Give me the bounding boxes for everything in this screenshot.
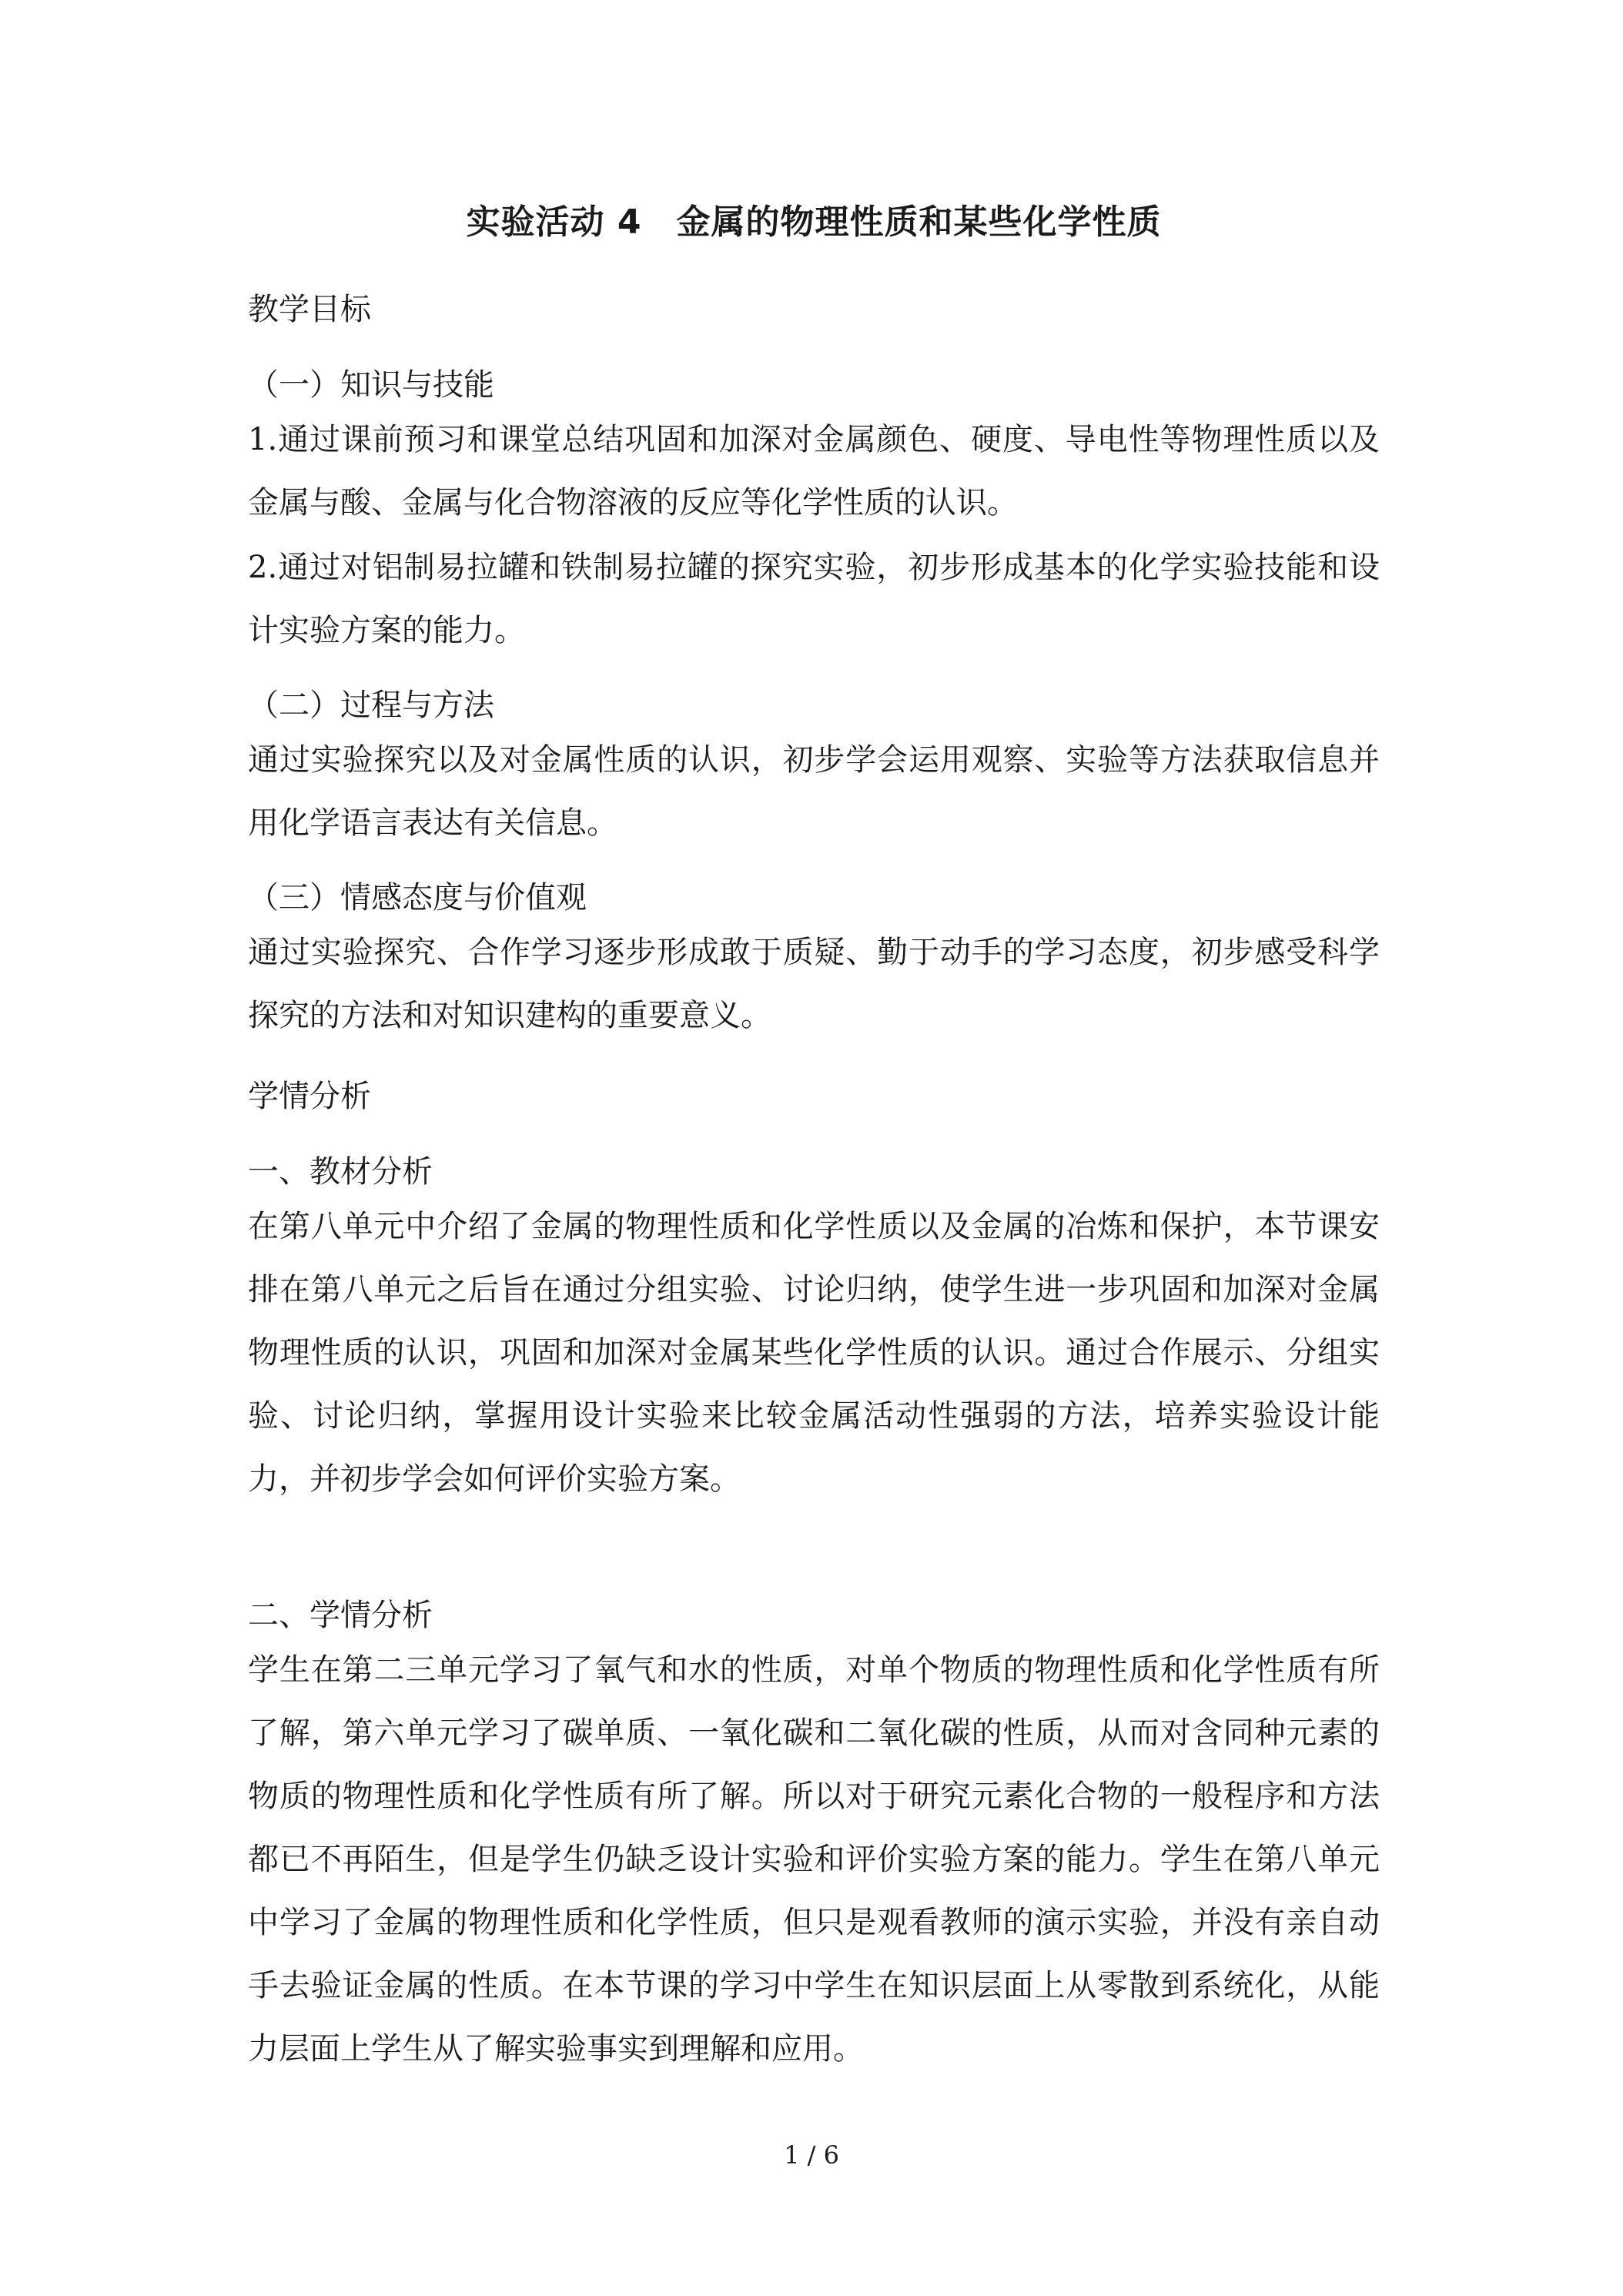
document-title: 实验活动 4 金属的物理性质和某些化学性质 — [466, 202, 1162, 242]
paragraph-attitude-values: 通过实验探究、合作学习逐步形成敢于质疑、勤于动手的学习态度，初步感受科学探究的方法和对知识建构的重要意义。 — [248, 935, 1380, 1033]
subsection-textbook-analysis: 一、教材分析 — [248, 1154, 433, 1190]
subsection-knowledge-skills: （一）知识与技能 — [248, 367, 494, 403]
page-number: 1 / 6 — [784, 2140, 839, 2170]
subsection-attitude-values: （三）情感态度与价值观 — [248, 880, 587, 915]
section-heading-student-analysis: 学情分析 — [248, 1079, 371, 1114]
paragraph-goal-1: 1.通过课前预习和课堂总结巩固和加深对金属颜色、硬度、导电性等物理性质以及金属与酸、金属与化合物溶液的反应等化学性质的认识。 — [248, 422, 1380, 520]
paragraph-goal-2: 2.通过对铝制易拉罐和铁制易拉罐的探究实验，初步形成基本的化学实验技能和设计实验方案的能力。 — [248, 550, 1380, 648]
paragraph-student-analysis: 学生在第二三单元学习了氧气和水的性质，对单个物质的物理性质和化学性质有所了解，第六单元学习了碳单质、一氧化碳和二氧化碳的性质，从而对含同种元素的物质的物理性质和化学性质有所了解。所以对于研究元素化合物的一般程序和方法都已不再陌生，但是学生仍缺乏设计实验和评价实验方案的能力。学生在第八单元中学习了金属的物理性质和化学性质，但只是观看教师的演示实验，并没有亲自动手去验证金属的性质。在本节课的学习中学生在知识层面上从零散到系统化，从能力层面上学生从了解实验事实到理解和应用。 — [248, 1652, 1380, 2067]
subsection-process-method: （二）过程与方法 — [248, 688, 494, 723]
subsection-student-analysis: 二、学情分析 — [248, 1598, 433, 1633]
paragraph-process-method: 通过实验探究以及对金属性质的认识，初步学会运用观察、实验等方法获取信息并用化学语言表达有关信息。 — [248, 742, 1380, 841]
paragraph-textbook-analysis: 在第八单元中介绍了金属的物理性质和化学性质以及金属的冶炼和保护，本节课安排在第八单元之后旨在通过分组实验、讨论归纳，使学生进一步巩固和加深对金属物理性质的认识，巩固和加深对金属某些化学性质的认识。通过合作展示、分组实验、讨论归纳，掌握用设计实验来比较金属活动性强弱的方法，培养实验设计能力，并初步学会如何评价实验方案。 — [248, 1209, 1380, 1497]
section-heading-teaching-goals: 教学目标 — [248, 292, 371, 327]
